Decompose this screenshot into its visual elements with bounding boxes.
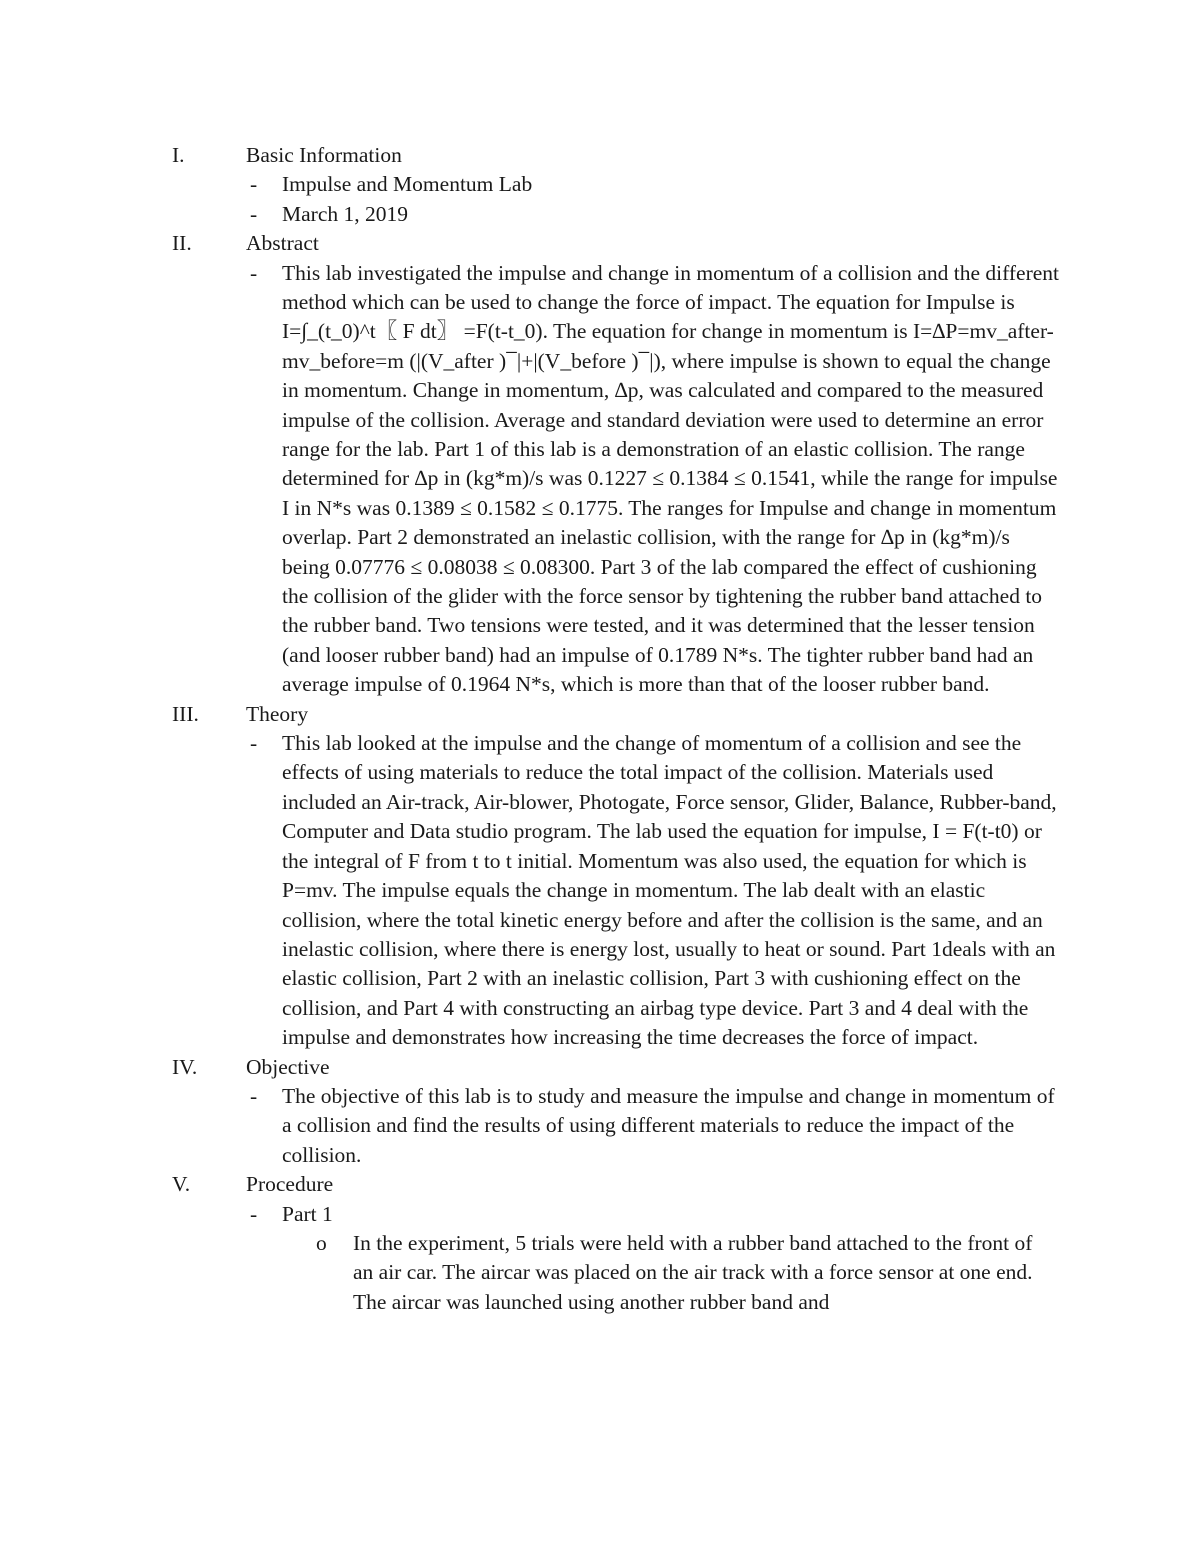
- bullet-item: [0, 200, 1062, 229]
- section-numeral: V.: [172, 1172, 191, 1197]
- bullet-item: [0, 259, 1062, 700]
- section-title: Basic Information: [246, 143, 402, 167]
- dash-marker: -: [250, 1201, 258, 1226]
- section-title: Abstract: [246, 231, 319, 256]
- section-heading: [0, 141, 1200, 170]
- section-heading: [0, 700, 1200, 729]
- section-numeral: II.: [172, 231, 192, 256]
- section-heading: [0, 1053, 1200, 1082]
- dash-marker: -: [250, 172, 258, 197]
- document-page: [0, 141, 1200, 1317]
- bullet-text: The objective of this lab is to study and measure the impulse and change in momentum of a collision and find the results of using different materials to reduce the impact of the collision.: [282, 1083, 1055, 1167]
- section-heading: [0, 1170, 1200, 1199]
- section-procedure: [0, 1170, 1200, 1317]
- circle-marker: o: [316, 1230, 327, 1255]
- section-title: Theory: [246, 701, 309, 726]
- dash-marker: -: [250, 201, 258, 226]
- sub-bullet-item: [0, 1229, 1043, 1317]
- section-numeral: IV.: [172, 1054, 198, 1079]
- bullet-item: [0, 729, 1062, 1052]
- bullet-text: This lab investigated the impulse and change in momentum of a collision and the different method which can be used to change the force of impact. The equation for Impulse is I=∫_(t_0)^t〖 F dt〗 =F(t-t_0). The equation for change in momentum is I=∆P=mv_after-mv_before=m (|(V_after ) ̅ |+|(V_before ) ̅ |), where impulse is shown to equal the change in momentum. Change in momentum, ∆p, was calculated and compared to the measured impulse of the collision. Average and standard deviation were used to determine an error range for the lab. Part 1 of this lab is a demonstration of an elastic collision. The range determined for ∆p in (kg*m)/s was 0.1227 ≤ 0.1384 ≤ 0.1541, while the range for impulse I in N*s was 0.1389 ≤ 0.1582 ≤ 0.1775. The ranges for Impulse and change in momentum overlap. Part 2 demonstrated an inelastic collision, with the range for ∆p in (kg*m)/s being 0.07776 ≤ 0.08038 ≤ 0.08300. Part 3 of the lab compared the effect of cushioning the collision of the glider with the force sensor by tightening the rubber band attached to the rubber band. Two tensions were tested, and it was determined that the lesser tension (and looser rubber band) had an impulse of 0.1789 N*s. The tighter rubber band had an average impulse of 0.1964 N*s, which is more than that of the looser rubber band.: [282, 260, 1059, 697]
- sub-bullet-text: In the experiment, 5 trials were held with a rubber band attached to the front of an air car. The aircar was placed on the air track with a force sensor at one end. The aircar was launched using another rubber band and: [353, 1230, 1033, 1314]
- bullet-text: Part 1: [282, 1201, 333, 1226]
- bullet-item: [0, 1082, 1062, 1170]
- dash-marker: -: [250, 260, 258, 285]
- section-title: Objective: [246, 1054, 330, 1079]
- section-numeral: III.: [172, 701, 199, 726]
- bullet-text: This lab looked at the impulse and the change of momentum of a collision and see the effects of using materials to reduce the total impact of the collision. Materials used included an Air-track, Air-blower, Photogate, Force sensor, Glider, Balance, Rubber-band, Computer and Data studio program. The lab used the equation for impulse, I = F(t-t0) or the integral of F from t to t initial. Momentum was also used, the equation for which is P=mv. The impulse equals the change in momentum. The lab dealt with an elastic collision, where the total kinetic energy before and after the collision is the same, and an inelastic collision, where there is energy lost, usually to heat or sound. Part 1deals with an elastic collision, Part 2 with an inelastic collision, Part 3 with cushioning effect on the collision, and Part 4 with constructing an airbag type device. Part 3 and 4 deal with the impulse and demonstrates how increasing the time decreases the force of impact.: [282, 731, 1057, 1050]
- section-numeral: I.: [172, 143, 185, 167]
- section-basic-information: [0, 141, 1200, 229]
- section-abstract: [0, 229, 1200, 699]
- section-title: Procedure: [246, 1172, 334, 1197]
- bullet-text: Impulse and Momentum Lab: [282, 172, 533, 197]
- bullet-item: [0, 1200, 1062, 1229]
- dash-marker: -: [250, 1083, 258, 1108]
- section-theory: [0, 700, 1200, 1053]
- section-objective: [0, 1053, 1200, 1171]
- dash-marker: -: [250, 731, 258, 756]
- bullet-item: [0, 170, 1062, 199]
- bullet-text: March 1, 2019: [282, 201, 408, 226]
- section-heading: [0, 229, 1200, 258]
